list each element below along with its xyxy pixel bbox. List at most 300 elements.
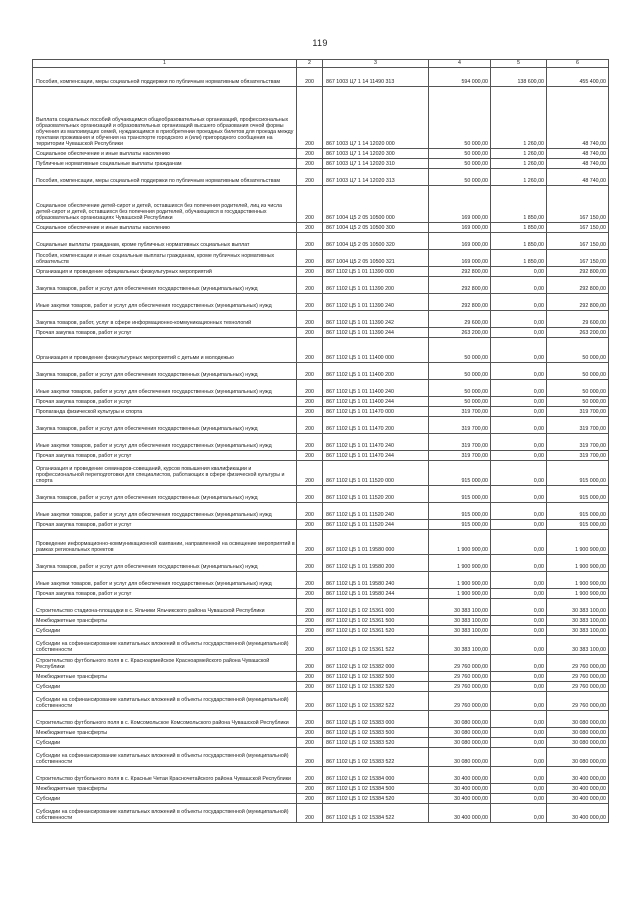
column-header: 6 bbox=[547, 60, 609, 68]
row-value-cell: 50 000,00 bbox=[547, 397, 609, 407]
row-name-cell: Субсидии на софинансирование капитальных вложений в объекты государственной (муниципальной) собственности bbox=[33, 636, 297, 655]
row-value-cell: 30 383 100,00 bbox=[429, 599, 491, 616]
row-value-cell: 0,00 bbox=[491, 555, 547, 572]
row-value-cell: 30 383 100,00 bbox=[429, 626, 491, 636]
row-value-cell: 0,00 bbox=[491, 738, 547, 748]
row-value-cell: 29 760 000,00 bbox=[429, 655, 491, 672]
row-col2-cell: 200 bbox=[297, 397, 323, 407]
row-col2-cell: 200 bbox=[297, 250, 323, 267]
row-code-cell: 867 1102 Ц5 1 01 11400 200 bbox=[323, 363, 429, 380]
row-value-cell: 0,00 bbox=[491, 672, 547, 682]
row-value-cell: 30 080 000,00 bbox=[547, 711, 609, 728]
row-code-cell: 867 1102 Ц5 1 02 15383 500 bbox=[323, 728, 429, 738]
row-value-cell: 167 150,00 bbox=[547, 233, 609, 250]
row-col2-cell: 200 bbox=[297, 159, 323, 169]
row-value-cell: 915 000,00 bbox=[547, 520, 609, 530]
row-value-cell: 29 760 000,00 bbox=[547, 672, 609, 682]
row-name-cell: Закупка товаров, работ и услуг для обеспечения государственных (муниципальных) нужд bbox=[33, 486, 297, 503]
row-code-cell: 867 1102 Ц5 1 01 11390 200 bbox=[323, 277, 429, 294]
row-value-cell: 292 800,00 bbox=[429, 294, 491, 311]
row-value-cell: 30 400 000,00 bbox=[429, 804, 491, 823]
row-col2-cell: 200 bbox=[297, 530, 323, 555]
row-value-cell: 48 740,00 bbox=[547, 149, 609, 159]
row-value-cell: 0,00 bbox=[491, 338, 547, 363]
table-row bbox=[33, 461, 609, 486]
row-value-cell: 30 383 100,00 bbox=[547, 599, 609, 616]
column-header: 2 bbox=[297, 60, 323, 68]
row-code-cell: 867 1102 Ц5 1 01 19580 244 bbox=[323, 589, 429, 599]
row-value-cell: 0,00 bbox=[491, 461, 547, 486]
table-row bbox=[33, 223, 609, 233]
row-code-cell: 867 1003 Ц7 1 14 12020 000 bbox=[323, 87, 429, 149]
row-value-cell: 0,00 bbox=[491, 784, 547, 794]
row-code-cell: 867 1102 Ц5 1 02 15383 000 bbox=[323, 711, 429, 728]
row-name-cell: Строительство футбольного поля в с. Красноармейское Красноармейского района Чувашской Республики bbox=[33, 655, 297, 672]
row-code-cell: 867 1102 Ц5 1 02 15384 500 bbox=[323, 784, 429, 794]
row-name-cell: Субсидии bbox=[33, 626, 297, 636]
row-code-cell: 867 1102 Ц5 1 02 15382 500 bbox=[323, 672, 429, 682]
row-value-cell: 0,00 bbox=[491, 530, 547, 555]
row-value-cell: 30 383 100,00 bbox=[547, 616, 609, 626]
row-value-cell: 1 900 900,00 bbox=[429, 555, 491, 572]
table-row bbox=[33, 530, 609, 555]
row-value-cell: 48 740,00 bbox=[547, 87, 609, 149]
row-value-cell: 0,00 bbox=[491, 748, 547, 767]
row-value-cell: 0,00 bbox=[491, 794, 547, 804]
row-value-cell: 0,00 bbox=[491, 267, 547, 277]
row-value-cell: 0,00 bbox=[491, 767, 547, 784]
row-name-cell: Закупка товаров, работ и услуг для обеспечения государственных (муниципальных) нужд bbox=[33, 555, 297, 572]
row-col2-cell: 200 bbox=[297, 68, 323, 87]
table-row bbox=[33, 434, 609, 451]
table-row bbox=[33, 672, 609, 682]
table-row bbox=[33, 503, 609, 520]
row-value-cell: 915 000,00 bbox=[547, 461, 609, 486]
row-name-cell: Закупка товаров, работ, услуг в сфере информационно-коммуникационных технологий bbox=[33, 311, 297, 328]
row-code-cell: 867 1102 Ц5 1 01 19580 200 bbox=[323, 555, 429, 572]
row-value-cell: 29 760 000,00 bbox=[547, 655, 609, 672]
row-name-cell: Закупка товаров, работ и услуг для обеспечения государственных (муниципальных) нужд bbox=[33, 277, 297, 294]
table-row bbox=[33, 451, 609, 461]
row-value-cell: 29 600,00 bbox=[429, 311, 491, 328]
row-name-cell: Закупка товаров, работ и услуг для обеспечения государственных (муниципальных) нужд bbox=[33, 417, 297, 434]
row-name-cell: Межбюджетные трансферты bbox=[33, 672, 297, 682]
table-row bbox=[33, 589, 609, 599]
row-value-cell: 1 850,00 bbox=[491, 186, 547, 223]
row-name-cell: Строительство футбольного поля в с. Красные Четаи Красночетайского района Чувашской Республики bbox=[33, 767, 297, 784]
row-name-cell: Организация и проведение физкультурных мероприятий с детьми и молодежью bbox=[33, 338, 297, 363]
row-value-cell: 29 760 000,00 bbox=[429, 672, 491, 682]
row-code-cell: 867 1102 Ц5 1 01 11520 000 bbox=[323, 461, 429, 486]
row-name-cell: Пособия, компенсации и иные социальные выплаты гражданам, кроме публичных нормативных обязательств bbox=[33, 250, 297, 267]
row-code-cell: 867 1102 Ц5 1 01 11390 242 bbox=[323, 311, 429, 328]
row-value-cell: 50 000,00 bbox=[429, 338, 491, 363]
row-value-cell: 169 000,00 bbox=[429, 233, 491, 250]
row-value-cell: 1 850,00 bbox=[491, 250, 547, 267]
row-col2-cell: 200 bbox=[297, 616, 323, 626]
row-value-cell: 0,00 bbox=[491, 599, 547, 616]
column-header: 1 bbox=[33, 60, 297, 68]
row-value-cell: 30 383 100,00 bbox=[429, 616, 491, 626]
row-code-cell: 867 1102 Ц5 1 02 15383 520 bbox=[323, 738, 429, 748]
row-value-cell: 30 080 000,00 bbox=[547, 748, 609, 767]
row-value-cell: 50 000,00 bbox=[429, 397, 491, 407]
table-row bbox=[33, 804, 609, 823]
row-col2-cell: 200 bbox=[297, 407, 323, 417]
row-name-cell: Организация и проведение семинаров-совещаний, курсов повышения квалификации и профессиональной переподготовки для специалистов, работающих в сфере физической культуры и спорта bbox=[33, 461, 297, 486]
row-value-cell: 455 400,00 bbox=[547, 68, 609, 87]
row-col2-cell: 200 bbox=[297, 767, 323, 784]
row-col2-cell: 200 bbox=[297, 451, 323, 461]
table-header-row bbox=[33, 60, 609, 68]
row-col2-cell: 200 bbox=[297, 626, 323, 636]
row-name-cell: Социальное обеспечение детей-сирот и детей, оставшихся без попечения родителей, лиц из числа детей-сирот и детей, оставшихся без попечения родителей, обучающихся в государственных образовательных организациях Чувашской Республики bbox=[33, 186, 297, 223]
row-value-cell: 1 850,00 bbox=[491, 223, 547, 233]
row-value-cell: 29 760 000,00 bbox=[429, 692, 491, 711]
row-value-cell: 169 000,00 bbox=[429, 186, 491, 223]
row-value-cell: 30 400 000,00 bbox=[429, 784, 491, 794]
row-col2-cell: 200 bbox=[297, 223, 323, 233]
row-name-cell: Субсидии bbox=[33, 682, 297, 692]
row-value-cell: 30 400 000,00 bbox=[547, 784, 609, 794]
table-row bbox=[33, 159, 609, 169]
row-value-cell: 30 383 100,00 bbox=[547, 626, 609, 636]
row-name-cell: Публичные нормативные социальные выплаты гражданам bbox=[33, 159, 297, 169]
row-value-cell: 594 000,00 bbox=[429, 68, 491, 87]
row-value-cell: 29 760 000,00 bbox=[547, 682, 609, 692]
row-name-cell: Строительство стадиона-площадки в с. Яльчики Яльчикского района Чувашской Республики bbox=[33, 599, 297, 616]
row-col2-cell: 200 bbox=[297, 461, 323, 486]
row-name-cell: Иные закупки товаров, работ и услуг для обеспечения государственных (муниципальных) нужд bbox=[33, 572, 297, 589]
row-value-cell: 915 000,00 bbox=[429, 486, 491, 503]
row-col2-cell: 200 bbox=[297, 267, 323, 277]
row-code-cell: 867 1003 Ц7 1 14 12020 313 bbox=[323, 169, 429, 186]
row-value-cell: 915 000,00 bbox=[429, 503, 491, 520]
row-col2-cell: 200 bbox=[297, 149, 323, 159]
row-value-cell: 0,00 bbox=[491, 363, 547, 380]
row-value-cell: 1 900 900,00 bbox=[547, 572, 609, 589]
row-col2-cell: 200 bbox=[297, 784, 323, 794]
table-row bbox=[33, 682, 609, 692]
row-value-cell: 0,00 bbox=[491, 294, 547, 311]
table-row bbox=[33, 555, 609, 572]
table-row bbox=[33, 407, 609, 417]
row-col2-cell: 200 bbox=[297, 380, 323, 397]
row-value-cell: 0,00 bbox=[491, 626, 547, 636]
row-value-cell: 0,00 bbox=[491, 804, 547, 823]
row-code-cell: 867 1102 Ц5 1 02 15361 000 bbox=[323, 599, 429, 616]
table-row bbox=[33, 267, 609, 277]
row-code-cell: 867 1102 Ц5 1 01 19580 000 bbox=[323, 530, 429, 555]
table-row bbox=[33, 233, 609, 250]
row-col2-cell: 200 bbox=[297, 655, 323, 672]
row-value-cell: 319 700,00 bbox=[547, 451, 609, 461]
row-value-cell: 169 000,00 bbox=[429, 223, 491, 233]
row-col2-cell: 200 bbox=[297, 169, 323, 186]
row-value-cell: 29 600,00 bbox=[547, 311, 609, 328]
row-value-cell: 292 800,00 bbox=[547, 277, 609, 294]
row-code-cell: 867 1003 Ц7 1 14 12020 300 bbox=[323, 149, 429, 159]
table-row bbox=[33, 417, 609, 434]
table-row bbox=[33, 738, 609, 748]
row-name-cell: Социальное обеспечение и иные выплаты населению bbox=[33, 223, 297, 233]
row-code-cell: 867 1004 Ц5 2 05 10500 300 bbox=[323, 223, 429, 233]
row-col2-cell: 200 bbox=[297, 233, 323, 250]
row-value-cell: 1 260,00 bbox=[491, 87, 547, 149]
row-code-cell: 867 1102 Ц5 1 02 15384 520 bbox=[323, 794, 429, 804]
row-code-cell: 867 1004 Ц5 2 05 10500 321 bbox=[323, 250, 429, 267]
row-name-cell: Субсидии на софинансирование капитальных вложений в объекты государственной (муниципальной) собственности bbox=[33, 804, 297, 823]
row-value-cell: 915 000,00 bbox=[429, 520, 491, 530]
row-value-cell: 50 000,00 bbox=[429, 169, 491, 186]
row-value-cell: 915 000,00 bbox=[429, 461, 491, 486]
row-value-cell: 319 700,00 bbox=[429, 434, 491, 451]
row-col2-cell: 200 bbox=[297, 738, 323, 748]
table-row bbox=[33, 784, 609, 794]
row-col2-cell: 200 bbox=[297, 589, 323, 599]
row-name-cell: Субсидии на софинансирование капитальных вложений в объекты государственной (муниципальной) собственности bbox=[33, 748, 297, 767]
row-value-cell: 30 383 100,00 bbox=[547, 636, 609, 655]
row-col2-cell: 200 bbox=[297, 555, 323, 572]
table-row bbox=[33, 380, 609, 397]
table-row bbox=[33, 250, 609, 267]
row-name-cell: Пособия, компенсации, меры социальной поддержки по публичным нормативным обязательствам bbox=[33, 68, 297, 87]
table-row bbox=[33, 711, 609, 728]
row-code-cell: 867 1102 Ц5 1 02 15361 500 bbox=[323, 616, 429, 626]
row-code-cell: 867 1102 Ц5 1 02 15382 522 bbox=[323, 692, 429, 711]
row-name-cell: Прочая закупка товаров, работ и услуг bbox=[33, 589, 297, 599]
table-row bbox=[33, 728, 609, 738]
row-code-cell: 867 1102 Ц5 1 01 11390 000 bbox=[323, 267, 429, 277]
table-row bbox=[33, 169, 609, 186]
row-name-cell: Пособия, компенсации, меры социальной поддержки по публичным нормативным обязательствам bbox=[33, 169, 297, 186]
row-name-cell: Иные закупки товаров, работ и услуг для обеспечения государственных (муниципальных) нужд bbox=[33, 380, 297, 397]
table-row bbox=[33, 572, 609, 589]
row-value-cell: 50 000,00 bbox=[547, 338, 609, 363]
row-col2-cell: 200 bbox=[297, 599, 323, 616]
row-code-cell: 867 1102 Ц5 1 02 15384 000 bbox=[323, 767, 429, 784]
row-col2-cell: 200 bbox=[297, 672, 323, 682]
row-value-cell: 292 800,00 bbox=[547, 294, 609, 311]
row-value-cell: 1 900 900,00 bbox=[547, 555, 609, 572]
row-value-cell: 0,00 bbox=[491, 711, 547, 728]
row-value-cell: 319 700,00 bbox=[429, 417, 491, 434]
row-value-cell: 0,00 bbox=[491, 328, 547, 338]
row-code-cell: 867 1102 Ц5 1 02 15384 522 bbox=[323, 804, 429, 823]
row-name-cell: Закупка товаров, работ и услуг для обеспечения государственных (муниципальных) нужд bbox=[33, 363, 297, 380]
row-value-cell: 1 900 900,00 bbox=[429, 572, 491, 589]
row-value-cell: 263 200,00 bbox=[429, 328, 491, 338]
row-value-cell: 319 700,00 bbox=[429, 407, 491, 417]
row-value-cell: 915 000,00 bbox=[547, 503, 609, 520]
row-value-cell: 319 700,00 bbox=[547, 434, 609, 451]
table-row bbox=[33, 186, 609, 223]
table-row bbox=[33, 311, 609, 328]
row-value-cell: 319 700,00 bbox=[429, 451, 491, 461]
row-code-cell: 867 1102 Ц5 1 02 15382 520 bbox=[323, 682, 429, 692]
row-value-cell: 50 000,00 bbox=[429, 380, 491, 397]
row-value-cell: 0,00 bbox=[491, 380, 547, 397]
row-col2-cell: 200 bbox=[297, 503, 323, 520]
row-code-cell: 867 1004 Ц5 2 05 10500 320 bbox=[323, 233, 429, 250]
row-code-cell: 867 1102 Ц5 1 01 11470 240 bbox=[323, 434, 429, 451]
row-value-cell: 138 600,00 bbox=[491, 68, 547, 87]
row-code-cell: 867 1102 Ц5 1 01 11400 000 bbox=[323, 338, 429, 363]
column-header: 4 bbox=[429, 60, 491, 68]
row-value-cell: 0,00 bbox=[491, 589, 547, 599]
row-value-cell: 0,00 bbox=[491, 277, 547, 294]
row-name-cell: Проведение информационно-коммуникационной кампании, направленной на освещение мероприятий в рамках региональных проектов bbox=[33, 530, 297, 555]
row-value-cell: 319 700,00 bbox=[547, 407, 609, 417]
row-col2-cell: 200 bbox=[297, 728, 323, 738]
row-value-cell: 292 800,00 bbox=[429, 267, 491, 277]
row-code-cell: 867 1003 Ц7 1 14 11490 313 bbox=[323, 68, 429, 87]
row-value-cell: 30 400 000,00 bbox=[547, 767, 609, 784]
row-value-cell: 292 800,00 bbox=[547, 267, 609, 277]
row-col2-cell: 200 bbox=[297, 434, 323, 451]
row-col2-cell: 200 bbox=[297, 682, 323, 692]
column-header: 5 bbox=[491, 60, 547, 68]
row-value-cell: 30 400 000,00 bbox=[547, 804, 609, 823]
row-value-cell: 292 800,00 bbox=[429, 277, 491, 294]
row-value-cell: 48 740,00 bbox=[547, 169, 609, 186]
row-value-cell: 50 000,00 bbox=[547, 380, 609, 397]
row-code-cell: 867 1102 Ц5 1 02 15382 000 bbox=[323, 655, 429, 672]
row-name-cell: Иные закупки товаров, работ и услуг для обеспечения государственных (муниципальных) нужд bbox=[33, 434, 297, 451]
row-name-cell: Выплата социальных пособий обучающимся общеобразовательных организаций, профессиональных образовательных организаций и образовательных организаций высшего образования очной формы обучения из малоимущих семей, нуждающимся в приобретении проездных билетов для проезда между пунктами проживания и обучения на транспорте городского и (или) пригородного сообщения на территории Чувашской Республики bbox=[33, 87, 297, 149]
row-code-cell: 867 1102 Ц5 1 01 11400 244 bbox=[323, 397, 429, 407]
row-col2-cell: 200 bbox=[297, 711, 323, 728]
row-value-cell: 1 260,00 bbox=[491, 159, 547, 169]
row-value-cell: 0,00 bbox=[491, 434, 547, 451]
row-name-cell: Пропаганда физической культуры и спорта bbox=[33, 407, 297, 417]
row-col2-cell: 200 bbox=[297, 311, 323, 328]
row-name-cell: Организация и проведение официальных физкультурных мероприятий bbox=[33, 267, 297, 277]
row-name-cell: Межбюджетные трансферты bbox=[33, 616, 297, 626]
row-code-cell: 867 1003 Ц7 1 14 12020 310 bbox=[323, 159, 429, 169]
row-value-cell: 29 760 000,00 bbox=[429, 682, 491, 692]
row-name-cell: Субсидии на софинансирование капитальных вложений в объекты государственной (муниципальной) собственности bbox=[33, 692, 297, 711]
row-code-cell: 867 1102 Ц5 1 02 15361 522 bbox=[323, 636, 429, 655]
row-name-cell: Социальное обеспечение и иные выплаты населению bbox=[33, 149, 297, 159]
row-code-cell: 867 1102 Ц5 1 02 15361 520 bbox=[323, 626, 429, 636]
table-row bbox=[33, 692, 609, 711]
row-value-cell: 0,00 bbox=[491, 682, 547, 692]
table-row bbox=[33, 520, 609, 530]
row-value-cell: 1 900 900,00 bbox=[547, 530, 609, 555]
row-code-cell: 867 1102 Ц5 1 01 19580 240 bbox=[323, 572, 429, 589]
row-value-cell: 30 400 000,00 bbox=[547, 794, 609, 804]
row-col2-cell: 200 bbox=[297, 794, 323, 804]
table-row bbox=[33, 294, 609, 311]
table-row bbox=[33, 748, 609, 767]
row-value-cell: 0,00 bbox=[491, 397, 547, 407]
row-value-cell: 1 260,00 bbox=[491, 149, 547, 159]
row-value-cell: 30 383 100,00 bbox=[429, 636, 491, 655]
row-value-cell: 0,00 bbox=[491, 655, 547, 672]
row-value-cell: 0,00 bbox=[491, 520, 547, 530]
row-col2-cell: 200 bbox=[297, 87, 323, 149]
row-value-cell: 30 400 000,00 bbox=[429, 794, 491, 804]
table-row bbox=[33, 363, 609, 380]
table-row bbox=[33, 767, 609, 784]
row-value-cell: 0,00 bbox=[491, 451, 547, 461]
row-value-cell: 50 000,00 bbox=[429, 149, 491, 159]
table-row bbox=[33, 87, 609, 149]
row-code-cell: 867 1102 Ц5 1 01 11400 240 bbox=[323, 380, 429, 397]
row-col2-cell: 200 bbox=[297, 748, 323, 767]
table-row bbox=[33, 328, 609, 338]
row-value-cell: 30 080 000,00 bbox=[547, 738, 609, 748]
table-row bbox=[33, 277, 609, 294]
row-value-cell: 0,00 bbox=[491, 311, 547, 328]
row-value-cell: 30 400 000,00 bbox=[429, 767, 491, 784]
row-value-cell: 0,00 bbox=[491, 636, 547, 655]
row-value-cell: 169 000,00 bbox=[429, 250, 491, 267]
row-col2-cell: 200 bbox=[297, 486, 323, 503]
row-name-cell: Прочая закупка товаров, работ и услуг bbox=[33, 397, 297, 407]
row-col2-cell: 200 bbox=[297, 572, 323, 589]
row-code-cell: 867 1102 Ц5 1 01 11470 000 bbox=[323, 407, 429, 417]
budget-table bbox=[32, 59, 609, 823]
row-value-cell: 30 080 000,00 bbox=[547, 728, 609, 738]
table-row bbox=[33, 338, 609, 363]
row-value-cell: 1 900 900,00 bbox=[547, 589, 609, 599]
row-name-cell: Субсидии bbox=[33, 794, 297, 804]
row-value-cell: 29 760 000,00 bbox=[547, 692, 609, 711]
row-col2-cell: 200 bbox=[297, 277, 323, 294]
row-col2-cell: 200 bbox=[297, 338, 323, 363]
row-code-cell: 867 1102 Ц5 1 01 11520 240 bbox=[323, 503, 429, 520]
row-col2-cell: 200 bbox=[297, 636, 323, 655]
row-name-cell: Прочая закупка товаров, работ и услуг bbox=[33, 520, 297, 530]
row-value-cell: 0,00 bbox=[491, 616, 547, 626]
row-value-cell: 30 080 000,00 bbox=[429, 728, 491, 738]
row-name-cell: Межбюджетные трансферты bbox=[33, 728, 297, 738]
row-col2-cell: 200 bbox=[297, 520, 323, 530]
row-col2-cell: 200 bbox=[297, 328, 323, 338]
row-value-cell: 1 900 900,00 bbox=[429, 589, 491, 599]
row-value-cell: 50 000,00 bbox=[547, 363, 609, 380]
row-value-cell: 167 150,00 bbox=[547, 250, 609, 267]
row-name-cell: Иные закупки товаров, работ и услуг для обеспечения государственных (муниципальных) нужд bbox=[33, 294, 297, 311]
row-name-cell: Субсидии bbox=[33, 738, 297, 748]
row-col2-cell: 200 bbox=[297, 186, 323, 223]
table-row bbox=[33, 599, 609, 616]
table-row bbox=[33, 149, 609, 159]
row-name-cell: Межбюджетные трансферты bbox=[33, 784, 297, 794]
row-code-cell: 867 1102 Ц5 1 01 11470 200 bbox=[323, 417, 429, 434]
row-value-cell: 1 850,00 bbox=[491, 233, 547, 250]
row-value-cell: 50 000,00 bbox=[429, 87, 491, 149]
table-row bbox=[33, 626, 609, 636]
column-header: 3 bbox=[323, 60, 429, 68]
row-value-cell: 319 700,00 bbox=[547, 417, 609, 434]
table-row bbox=[33, 616, 609, 626]
table-row bbox=[33, 655, 609, 672]
row-name-cell: Прочая закупка товаров, работ и услуг bbox=[33, 328, 297, 338]
row-value-cell: 30 080 000,00 bbox=[429, 738, 491, 748]
row-name-cell: Прочая закупка товаров, работ и услуг bbox=[33, 451, 297, 461]
row-value-cell: 263 200,00 bbox=[547, 328, 609, 338]
row-value-cell: 0,00 bbox=[491, 692, 547, 711]
row-value-cell: 1 900 900,00 bbox=[429, 530, 491, 555]
row-value-cell: 0,00 bbox=[491, 572, 547, 589]
row-value-cell: 50 000,00 bbox=[429, 363, 491, 380]
row-col2-cell: 200 bbox=[297, 294, 323, 311]
row-name-cell: Строительство футбольного поля в с. Комсомольское Комсомольского района Чувашской Республики bbox=[33, 711, 297, 728]
row-col2-cell: 200 bbox=[297, 417, 323, 434]
